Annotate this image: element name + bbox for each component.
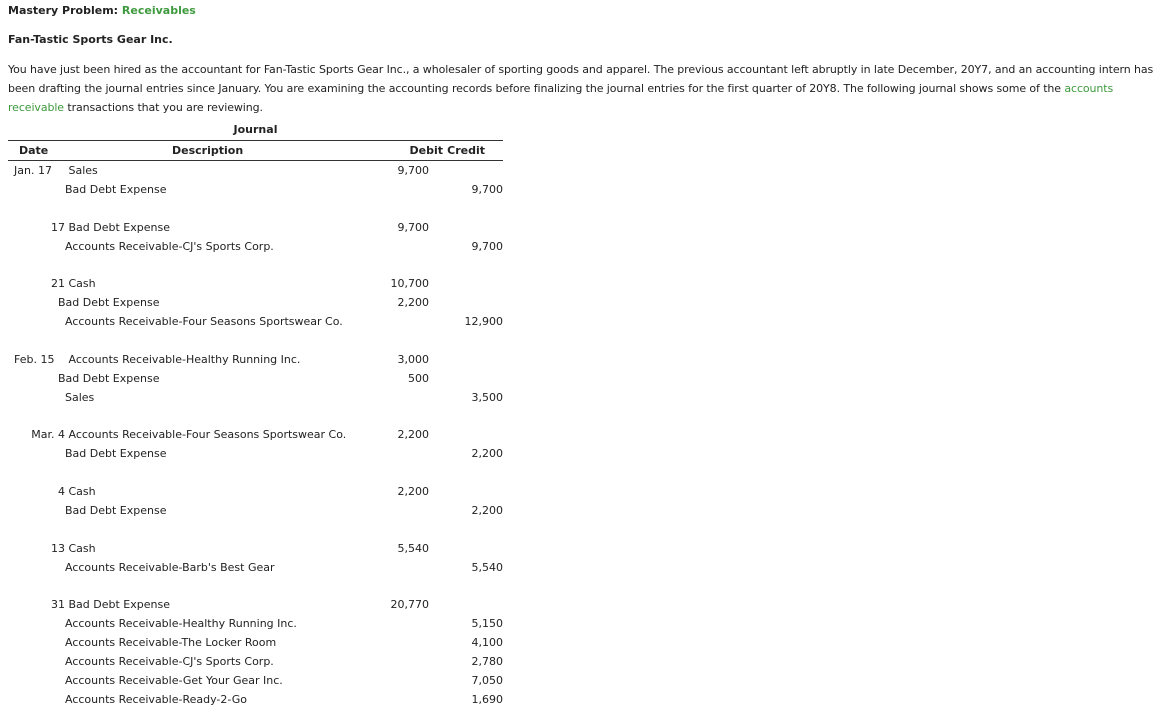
journal-credit-cell: 12,900 (464, 315, 503, 329)
journal-credit-cell (445, 274, 503, 293)
journal-row (8, 180, 503, 199)
journal-date: Jan. 17 (14, 163, 52, 177)
journal-description-cell (8, 293, 388, 312)
journal-credit-cell: 1,690 (471, 692, 503, 706)
journal-body (8, 161, 503, 709)
journal-debit-cell (388, 690, 445, 709)
journal-account: Bad Debt Expense (58, 371, 160, 385)
problem-label: Mastery Problem: (8, 4, 119, 17)
journal-credit-cell: 2,200 (471, 447, 503, 461)
journal-debit-cell: 10,700 (390, 277, 429, 291)
journal-row (8, 633, 503, 652)
journal-description-cell (8, 350, 388, 369)
journal-account: Bad Debt Expense (68, 598, 170, 612)
spacer-row (8, 520, 503, 539)
journal-header-row (8, 141, 503, 161)
journal-row (8, 218, 503, 237)
journal-description-cell (8, 161, 388, 180)
journal-date: 21 (51, 277, 65, 291)
journal-debit-cell (388, 388, 445, 407)
problem-title (8, 4, 196, 18)
journal-description-cell (8, 180, 388, 199)
journal-debit-cell (388, 558, 445, 577)
journal-row (8, 237, 503, 256)
journal-description-cell (8, 237, 388, 256)
header-date: Date (19, 144, 49, 157)
spacer-row (8, 199, 503, 218)
journal-row (8, 595, 503, 614)
journal-debit-cell (388, 501, 445, 520)
journal-row (8, 690, 503, 709)
journal-account: Accounts Receivable-Barb's Best Gear (65, 560, 275, 574)
journal-description-cell (8, 539, 388, 558)
journal-account: Cash (68, 485, 96, 499)
journal-row (8, 501, 503, 520)
journal-credit-cell: 5,540 (471, 560, 503, 574)
journal-row (8, 482, 503, 501)
journal-description-cell (8, 614, 388, 633)
intro-paragraph (8, 60, 1161, 117)
journal-credit-cell: 7,050 (471, 673, 503, 687)
journal-account: Bad Debt Expense (65, 182, 167, 196)
journal-row (8, 161, 503, 180)
journal-account: Accounts Receivable-Healthy Running Inc. (65, 617, 297, 631)
journal-description-cell (8, 652, 388, 671)
header-description: Description (172, 144, 244, 157)
journal-description-cell (8, 312, 388, 331)
journal-account: Bad Debt Expense (58, 296, 160, 310)
journal-account: Accounts Receivable-CJ's Sports Corp. (65, 239, 274, 253)
journal-description-cell (8, 425, 388, 444)
journal-row (8, 350, 503, 369)
journal-debit-cell: 3,000 (397, 352, 429, 366)
journal-table (8, 140, 503, 709)
topic-link[interactable]: Receivables (121, 4, 196, 17)
journal-date: Mar. 4 (31, 428, 65, 442)
journal-date: Feb. 15 (14, 352, 55, 366)
journal-title: Journal (233, 123, 278, 136)
intro-text-end: transactions that you are reviewing. (67, 101, 263, 114)
journal-credit-cell: 5,150 (471, 617, 503, 631)
journal-description-cell (8, 690, 388, 709)
journal-description-cell (8, 482, 388, 501)
journal-account: Accounts Receivable-Four Seasons Sportswear Co. (65, 315, 343, 329)
journal-account: Accounts Receivable-Four Seasons Sportswear Co. (68, 428, 347, 442)
journal-account: Bad Debt Expense (65, 503, 167, 517)
journal-debit-cell (388, 652, 445, 671)
journal-debit-cell (388, 633, 445, 652)
journal-credit-cell (445, 161, 503, 180)
journal-row (8, 614, 503, 633)
journal-row (8, 293, 503, 312)
journal-row (8, 539, 503, 558)
journal-row (8, 444, 503, 463)
journal-credit-cell (445, 425, 503, 444)
journal-credit-cell: 3,500 (471, 390, 503, 404)
journal-row (8, 369, 503, 388)
journal-debit-cell: 2,200 (397, 428, 429, 442)
journal-credit-cell (445, 218, 503, 237)
journal-description-cell (8, 595, 388, 614)
journal-description-cell (8, 444, 388, 463)
journal-date: 13 (51, 541, 65, 555)
journal-credit-cell (445, 539, 503, 558)
intro-text: You have just been hired as the accountant for Fan-Tastic Sports Gear Inc., a wholesaler of sporting goods and apparel. The previous accountant left abruptly in late December, 20Y7, and an accounting intern has been drafting the journal entries since January. You are examining the accounting records before finalizing the journal entries for the first quarter of 20Y8. The following journal shows some of the (8, 63, 1154, 95)
journal-description-cell (8, 633, 388, 652)
journal-credit-cell: 9,700 (471, 182, 503, 196)
journal-account: Sales (68, 163, 98, 177)
journal-row (8, 274, 503, 293)
journal-account: Bad Debt Expense (68, 220, 170, 234)
journal-debit-cell: 2,200 (397, 485, 429, 499)
journal-credit-cell: 2,200 (471, 503, 503, 517)
spacer-row (8, 463, 503, 482)
header-debit: Debit (388, 141, 445, 161)
spacer-row (8, 577, 503, 596)
journal-credit-cell: 4,100 (471, 636, 503, 650)
journal-description-cell (8, 274, 388, 293)
journal-row (8, 425, 503, 444)
journal-account: Accounts Receivable-Ready-2-Go (65, 692, 248, 706)
journal-debit-cell (388, 444, 445, 463)
journal-account: Accounts Receivable-Get Your Gear Inc. (65, 673, 283, 687)
journal-account: Accounts Receivable-The Locker Room (65, 636, 277, 650)
spacer-row (8, 255, 503, 274)
spacer-row (8, 331, 503, 350)
journal-row (8, 558, 503, 577)
journal-row (8, 312, 503, 331)
journal-account: Cash (68, 541, 96, 555)
journal-credit-cell (445, 482, 503, 501)
journal-description-cell (8, 671, 388, 690)
journal-account: Bad Debt Expense (65, 447, 167, 461)
journal-date: 4 (58, 485, 65, 499)
journal-debit-cell: 9,700 (397, 220, 429, 234)
journal-description-cell (8, 388, 388, 407)
journal-debit-cell: 20,770 (390, 598, 429, 612)
journal-row (8, 671, 503, 690)
journal-description-cell (8, 558, 388, 577)
company-name: Fan-Tastic Sports Gear Inc. (8, 33, 173, 46)
journal-credit-cell (445, 350, 503, 369)
journal-description-cell (8, 501, 388, 520)
journal-debit-cell (388, 312, 445, 331)
spacer-row (8, 407, 503, 426)
journal-account: Accounts Receivable-CJ's Sports Corp. (65, 655, 274, 669)
header-date-description (8, 141, 388, 161)
journal-credit-cell (445, 595, 503, 614)
journal-debit-cell: 5,540 (397, 541, 429, 555)
journal-debit-cell: 2,200 (397, 296, 429, 310)
journal-debit-cell: 9,700 (397, 163, 429, 177)
journal-debit-cell (388, 180, 445, 199)
journal-debit-cell (388, 671, 445, 690)
journal-description-cell (8, 369, 388, 388)
header-credit: Credit (445, 141, 503, 161)
journal-debit-cell: 500 (408, 371, 429, 385)
journal-date: 17 (51, 220, 65, 234)
journal-credit-cell: 9,700 (471, 239, 503, 253)
journal-account: Accounts Receivable-Healthy Running Inc. (68, 352, 301, 366)
journal-row (8, 652, 503, 671)
journal-debit-cell (388, 614, 445, 633)
journal-credit-cell (445, 293, 503, 312)
journal-account: Cash (68, 277, 96, 291)
journal-credit-cell (445, 369, 503, 388)
journal-credit-cell: 2,780 (471, 655, 503, 669)
journal-account: Sales (65, 390, 95, 404)
accounts-receivable-link[interactable]: accounts receivable (8, 82, 1114, 114)
journal-date: 31 (51, 598, 65, 612)
journal-description-cell (8, 218, 388, 237)
journal-debit-cell (388, 237, 445, 256)
journal-row (8, 388, 503, 407)
